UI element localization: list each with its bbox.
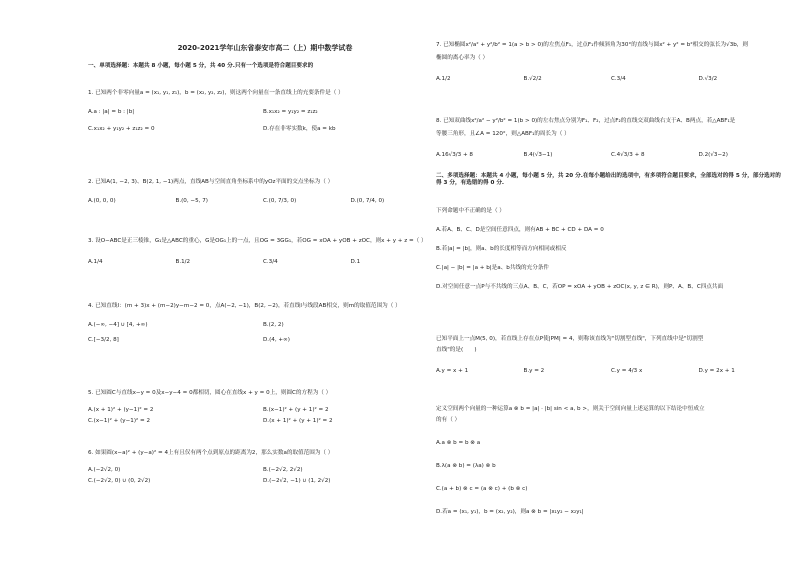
- question-7: [436, 42, 786, 83]
- option: C.x₁x₂ + y₁y₂ + z₁z₂ = 0: [88, 126, 155, 132]
- question-options: [88, 198, 438, 205]
- section-1-heading: 一、单项选择题：本题共 8 小题，每小题 5 分，共 40 分.只有一个选项是符合题目要求的: [88, 63, 314, 69]
- question-stem: 2. 已知A(1, −2, 3)、B(2, 1, −1)两点，直线AB与空间直角坐标系中的yOz平面的交点坐标为（ ）: [88, 179, 334, 185]
- option: A.y = x + 1: [436, 368, 469, 374]
- option: B.若|a| = |b|，则a、b的长度相等而方向相同或相反: [436, 246, 567, 252]
- option: D.y = 2x + 1: [698, 368, 735, 374]
- question-stem-cont: 直线"的是( ): [436, 347, 477, 353]
- option: D.(x + 1)² + (y + 1)² = 2: [263, 418, 333, 424]
- option: B.√2/2: [523, 76, 542, 82]
- option: D.(0, 7/4, 0): [350, 198, 385, 204]
- option: D.存在非零实数k，使a = kb: [263, 126, 336, 132]
- question-options: [88, 407, 438, 414]
- question-2: [88, 179, 438, 205]
- option: D.1: [350, 259, 361, 265]
- section-2-heading: 二、多项选择题：本题共 4 小题，每小题 5 分，共 20 分.在每小题给出的选项中，有多项符合题目要求，全部选对的得 5 分，部分选对的得 3 分，有选错的得 0 分.: [436, 173, 781, 186]
- question-stem: 6. 如果圆(x−a)² + (y−a)² = 4上有且仅有两个点到原点的距离为2，那么实数a的取值范围为（ ）: [88, 450, 334, 456]
- option: B.(0, −5, 7): [175, 198, 208, 204]
- question-stem: 8. 已知双曲线x²/a² − y²/b² = 1(b > 0)的左右焦点分别为F₁、F₂，过点F₂的直线交双曲线右支于A、B两点，若△ABF₁是: [436, 118, 736, 124]
- option: C.4√3/3 + 8: [611, 152, 645, 158]
- option: A.a : |a| = b : |b|: [88, 109, 135, 115]
- option: A.(0, 0, 0): [88, 198, 116, 204]
- question-stem: 7. 已知椭圆x²/a² + y²/b² = 1(a > b > 0)的左焦点F₁，过点F₁作倾斜角为30°的直线与圆x² + y² = b²相交的弦长为√3b，则: [436, 42, 748, 48]
- option: B.x₁x₂ = y₁y₂ = z₁z₂: [263, 109, 318, 115]
- question-options: [436, 368, 786, 375]
- option: C.y = 4/3 x: [611, 368, 643, 374]
- question-9: [436, 208, 786, 291]
- option: A.1/2: [436, 76, 451, 82]
- option: B.4(√3−1): [523, 152, 553, 158]
- option: D.(−2√2, −1) ∪ (1, 2√2): [263, 478, 331, 484]
- option: A.16√3/3 + 8: [436, 152, 473, 158]
- option: A.1/4: [88, 259, 103, 265]
- question-options: [88, 109, 438, 116]
- question-stem: 3. 设O−ABC是正三棱锥，G₁是△ABC的重心，G是OG₁上的一点，且OG = 3GG₁，若OG = xOA + yOB + zOC，则x + y + z =（ ）: [88, 238, 427, 244]
- question-stem: 4. 已知直线l：(m + 3)x + (m−2)y−m−2 = 0，点A(−2, −1)，B(2, −2)，若直线l与线段AB相交，则m的取值范围为（ ）: [88, 303, 401, 309]
- option: A.若A、B、C、D是空间任意四点，则有AB + BC + CD + DA = 0: [436, 227, 604, 233]
- option: C.3/4: [263, 259, 278, 265]
- question-options: [88, 337, 438, 344]
- option: C.(−2√2, 0) ∪ (0, 2√2): [88, 478, 151, 484]
- option: B.y = 2: [523, 368, 545, 374]
- question-stem-cont: 椭圆的离心率为（ ）: [436, 55, 489, 61]
- question-stem: 下列命题中不正确的是（ ）: [436, 208, 505, 214]
- option: D.2(√3−2): [698, 152, 728, 158]
- question-10: [436, 336, 786, 375]
- question-options: [88, 478, 438, 485]
- option: B.(x−1)² + (y + 1)² = 2: [263, 407, 329, 413]
- question-11: [436, 406, 786, 516]
- option: B.λ(a ⊗ b) = (λa) ⊗ b: [436, 463, 496, 469]
- option: C.(0, 7/3, 0): [263, 198, 297, 204]
- option: C.(a + b) ⊗ c = (a ⊗ c) + (b ⊗ c): [436, 486, 528, 492]
- page-title: 2020-2021学年山东省泰安市高二（上）期中数学试卷: [177, 44, 353, 52]
- option: C.|a| − |b| = |a + b|是a、b共线的充分条件: [436, 265, 550, 271]
- option: D.若a = (x₁, y₁)，b = (x₂, y₂)，则a ⊗ b = |x₁y₂ − x₂y₁|: [436, 509, 584, 515]
- question-options: [88, 467, 438, 474]
- question-stem-cont: 等腰三角形，且∠A = 120°，则△ABF₁的周长为（ ）: [436, 131, 570, 137]
- question-options: [88, 322, 438, 329]
- option: D.√3/2: [698, 76, 718, 82]
- option: B.(2, 2): [263, 322, 284, 328]
- option: A.(−∞, −4] ∪ [4, +∞): [88, 322, 148, 328]
- question-stem: 定义空间两个向量的一种运算a ⊗ b = |a| · |b| sin < a, b >，则关于空间向量上述运算的以下结论中恒成立: [436, 406, 705, 412]
- question-1: [88, 90, 438, 133]
- option: A.(−2√2, 0): [88, 467, 121, 473]
- question-8: [436, 118, 786, 159]
- question-stem: 5. 已知圆C与直线x−y = 0及x−y−4 = 0都相切，圆心在直线x + y = 0上，则圆C的方程为（ ）: [88, 390, 332, 396]
- question-stem-cont: 的有（ ）: [436, 417, 461, 423]
- question-options: [88, 259, 438, 266]
- question-stem: 已知平面上一点M(5, 0)，若直线上存在点P使|PM| = 4，则称该直线为"切割型直线"，下列直线中是"切割型: [436, 336, 704, 342]
- option: C.[−3/2, 8]: [88, 337, 119, 343]
- option: B.(−2√2, 2√2): [263, 467, 303, 473]
- option: A.a ⊗ b = b ⊗ a: [436, 440, 481, 446]
- question-options: [88, 126, 438, 133]
- option: B.1/2: [175, 259, 191, 265]
- question-5: [88, 390, 438, 425]
- option: D.(4, +∞): [263, 337, 290, 343]
- question-options: [436, 152, 786, 159]
- option: D.对空间任意一点P与不共线的三点A、B、C，若OP = xOA + yOB + zOC(x, y, z ∈ R)，则P、A、B、C四点共面: [436, 284, 724, 290]
- option: C.3/4: [611, 76, 626, 82]
- option: C.(x−1)² + (y−1)² = 2: [88, 418, 151, 424]
- option: A.(x + 1)² + (y−1)² = 2: [88, 407, 154, 413]
- question-3: [88, 238, 438, 266]
- question-stem: 1. 已知两个非零向量a = (x₁, y₁, z₁)，b = (x₂, y₂, z₂)，则这两个向量在一条直线上的充要条件是（ ）: [88, 90, 344, 96]
- question-options: [88, 418, 438, 425]
- question-4: [88, 303, 438, 344]
- question-6: [88, 450, 438, 485]
- question-options: [436, 76, 786, 83]
